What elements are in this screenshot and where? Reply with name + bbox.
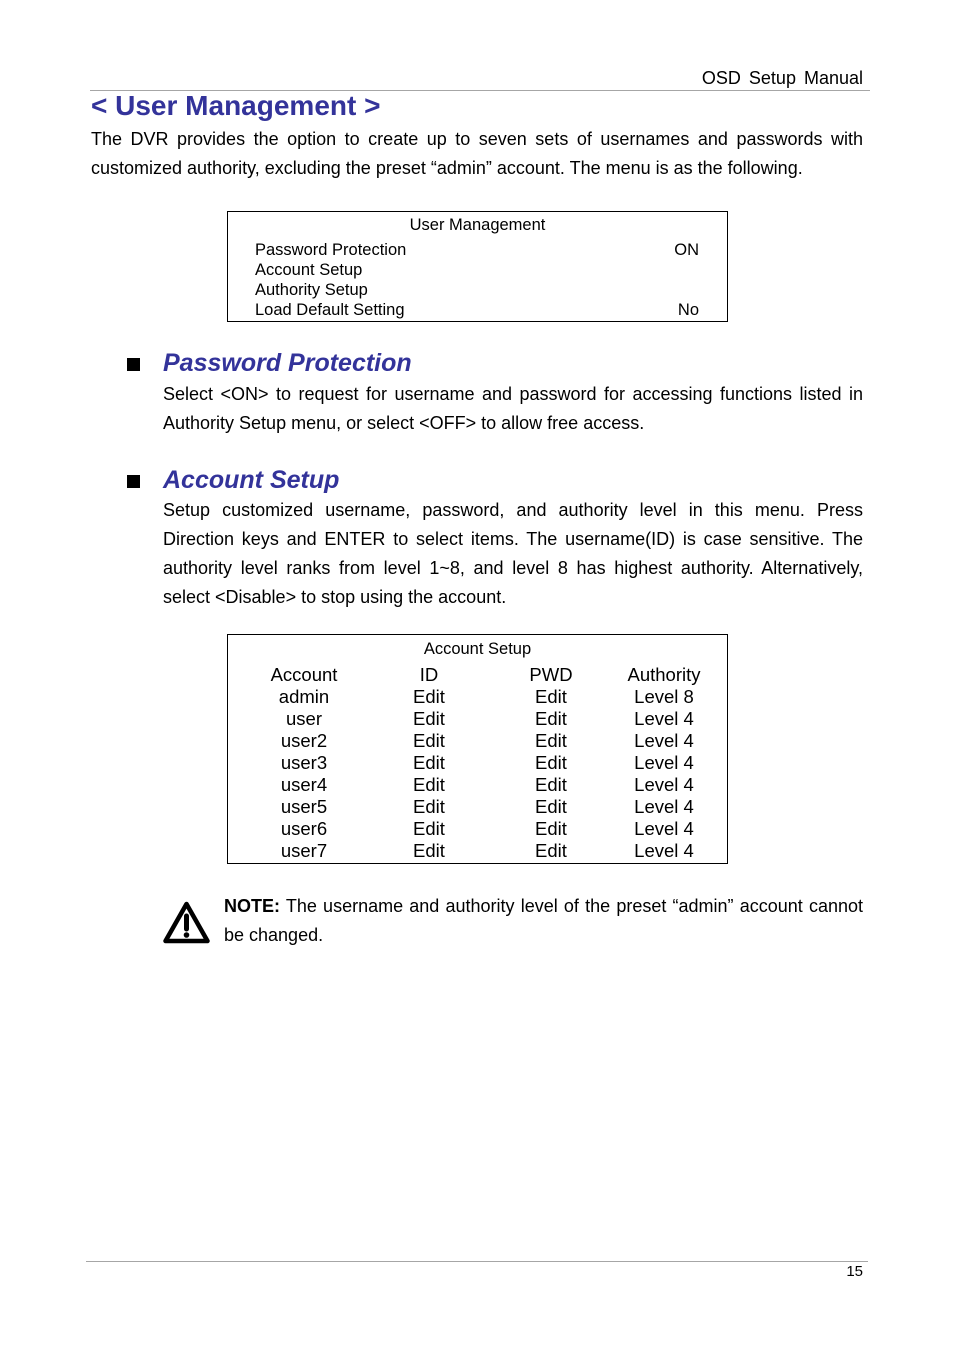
authority-level: Level 4 <box>634 840 694 861</box>
section-heading-password-protection: Password Protection <box>163 349 412 377</box>
id-edit: Edit <box>413 708 445 729</box>
menu-item-label: Load Default Setting <box>255 301 405 319</box>
password-protection-paragraph: Select <ON> to request for username and password for accessing functions listed in Authority Setup menu, or select <OFF> to allow free access. <box>163 384 863 433</box>
page-title: < User Management > <box>91 90 381 121</box>
menu-item-account-setup <box>255 261 699 280</box>
account-name: user2 <box>280 730 328 751</box>
menu-item-value: No <box>677 301 699 319</box>
menu-title: User Management <box>409 216 546 234</box>
id-edit: Edit <box>413 686 445 707</box>
menu-item-authority-setup <box>255 281 699 300</box>
account-name: user7 <box>280 840 328 861</box>
pwd-edit: Edit <box>535 796 567 817</box>
square-bullet-icon <box>127 358 140 371</box>
note-paragraph <box>224 892 863 950</box>
menu-item-value: ON <box>674 241 699 259</box>
authority-level: Level 4 <box>634 796 694 817</box>
account-setup-paragraph: Setup customized username, password, and authority level in this menu. Press Direction keys and ENTER to select items. The username(ID) is case sensitive. The authority level ranks from level 1~8, and level 8 has highest authority. Alternatively, select <Disable> to stop using the account. <box>163 500 863 607</box>
table-row <box>228 818 727 840</box>
intro-paragraph: The DVR provides the option to create up to seven sets of usernames and passwords with customized authority, excluding the preset “admin” account. The menu is as the following. <box>91 129 863 178</box>
table-row <box>228 752 727 774</box>
note-body: The username and authority level of the preset “admin” account cannot be changed. <box>224 896 863 945</box>
pwd-edit: Edit <box>535 774 567 795</box>
table-header-row <box>228 664 727 686</box>
id-edit: Edit <box>413 796 445 817</box>
account-name: user5 <box>280 796 328 817</box>
authority-level: Level 4 <box>634 708 694 729</box>
account-name: user4 <box>280 774 328 795</box>
column-header-pwd: PWD <box>529 664 573 685</box>
pwd-edit: Edit <box>535 840 567 861</box>
authority-level: Level 8 <box>634 686 694 707</box>
table-row <box>228 686 727 708</box>
table-row <box>228 840 727 862</box>
authority-level: Level 4 <box>634 752 694 773</box>
id-edit: Edit <box>413 752 445 773</box>
account-name: user <box>286 708 322 729</box>
account-name: user6 <box>280 818 328 839</box>
id-edit: Edit <box>413 730 445 751</box>
footer-rule <box>86 1261 868 1262</box>
note-label: NOTE: <box>224 896 280 916</box>
column-header-authority: Authority <box>627 664 701 685</box>
table-row <box>228 774 727 796</box>
authority-level: Level 4 <box>634 774 694 795</box>
pwd-edit: Edit <box>535 818 567 839</box>
account-name: admin <box>278 686 330 707</box>
section-heading-account-setup: Account Setup <box>163 466 340 494</box>
menu-item-password-protection <box>255 241 699 260</box>
table-row <box>228 796 727 818</box>
warning-icon <box>163 901 210 944</box>
account-name: user3 <box>280 752 328 773</box>
pwd-edit: Edit <box>535 752 567 773</box>
menu-item-label: Authority Setup <box>255 281 368 299</box>
menu-item-load-default-setting <box>255 301 699 320</box>
id-edit: Edit <box>413 840 445 861</box>
menu-item-label: Password Protection <box>255 241 407 259</box>
column-header-account: Account <box>270 664 338 685</box>
column-header-id: ID <box>419 664 439 685</box>
user-management-menu <box>227 211 728 322</box>
page-number: 15 <box>846 1263 863 1280</box>
pwd-edit: Edit <box>535 686 567 707</box>
pwd-edit: Edit <box>535 730 567 751</box>
menu-item-label: Account Setup <box>255 261 363 279</box>
square-bullet-icon <box>127 475 140 488</box>
account-setup-menu <box>227 634 728 864</box>
menu-title: Account Setup <box>423 640 532 658</box>
authority-level: Level 4 <box>634 818 694 839</box>
pwd-edit: Edit <box>535 708 567 729</box>
id-edit: Edit <box>413 774 445 795</box>
authority-level: Level 4 <box>634 730 694 751</box>
table-row <box>228 730 727 752</box>
table-row <box>228 708 727 730</box>
id-edit: Edit <box>413 818 445 839</box>
running-header: OSD Setup Manual <box>701 68 863 88</box>
